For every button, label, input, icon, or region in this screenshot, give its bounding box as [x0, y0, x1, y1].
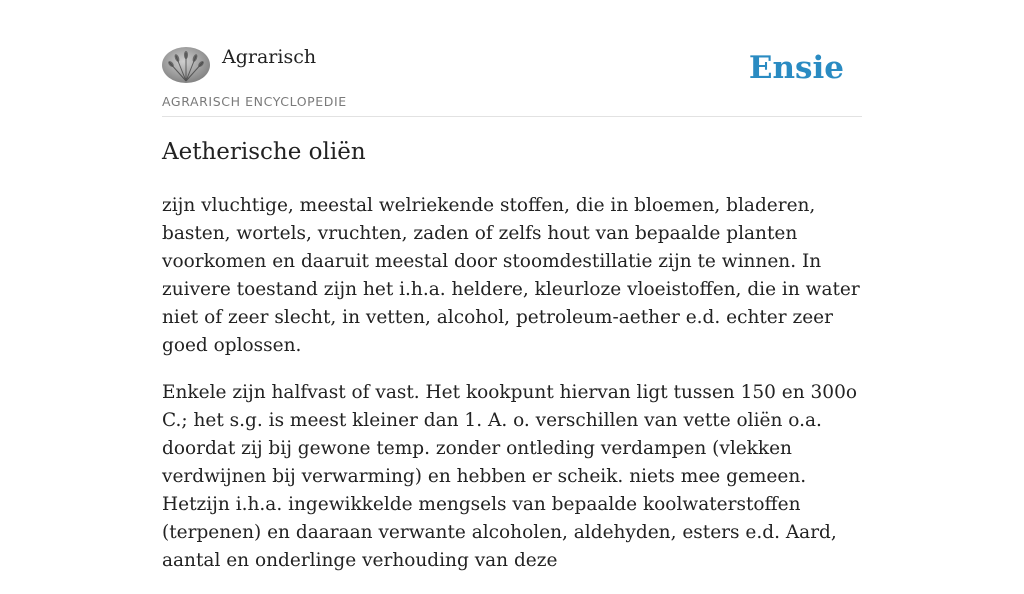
article-title: Aetherische oliën [162, 139, 366, 165]
article-body [162, 192, 862, 594]
brand-logo[interactable]: Ensie [748, 50, 844, 86]
book-name[interactable]: Agrarisch [222, 46, 317, 68]
article-paragraph: Enkele zijn halfvast of vast. Het kookpunt hiervan ligt tussen 150 en 300o C.; het s.g. is meest kleiner dan 1. A. o. verschillen van vette oliën o.a. doordat zij bij gewone temp. zonder ontleding verdampen (vlekken verdwijnen bij verwarming) en hebben er scheik. niets mee gemeen. Hetzijn i.h.a. ingewikkelde mengsels van bepaalde koolwaterstoffen (terpenen) en daaraan verwante alcoholen, aldehyden, esters e.d. Aard, aantal en onderlinge verhouding van deze [162, 382, 857, 571]
book-subtitle: AGRARISCH ENCYCLOPEDIE [162, 94, 347, 109]
wheat-icon[interactable] [162, 47, 210, 83]
site-header [162, 40, 862, 117]
article-paragraph: zijn vluchtige, meestal welriekende stoffen, die in bloemen, bladeren, basten, wortels, vruchten, zaden of zelfs hout van bepaalde planten voorkomen en daaruit meestal door stoomdestillatie zijn te winnen. In zuivere toestand zijn het i.h.a. heldere, kleurloze vloeistoffen, die in water niet of zeer slecht, in vetten, alcohol, petroleum-aether e.d. echter zeer goed oplossen. [162, 195, 860, 356]
